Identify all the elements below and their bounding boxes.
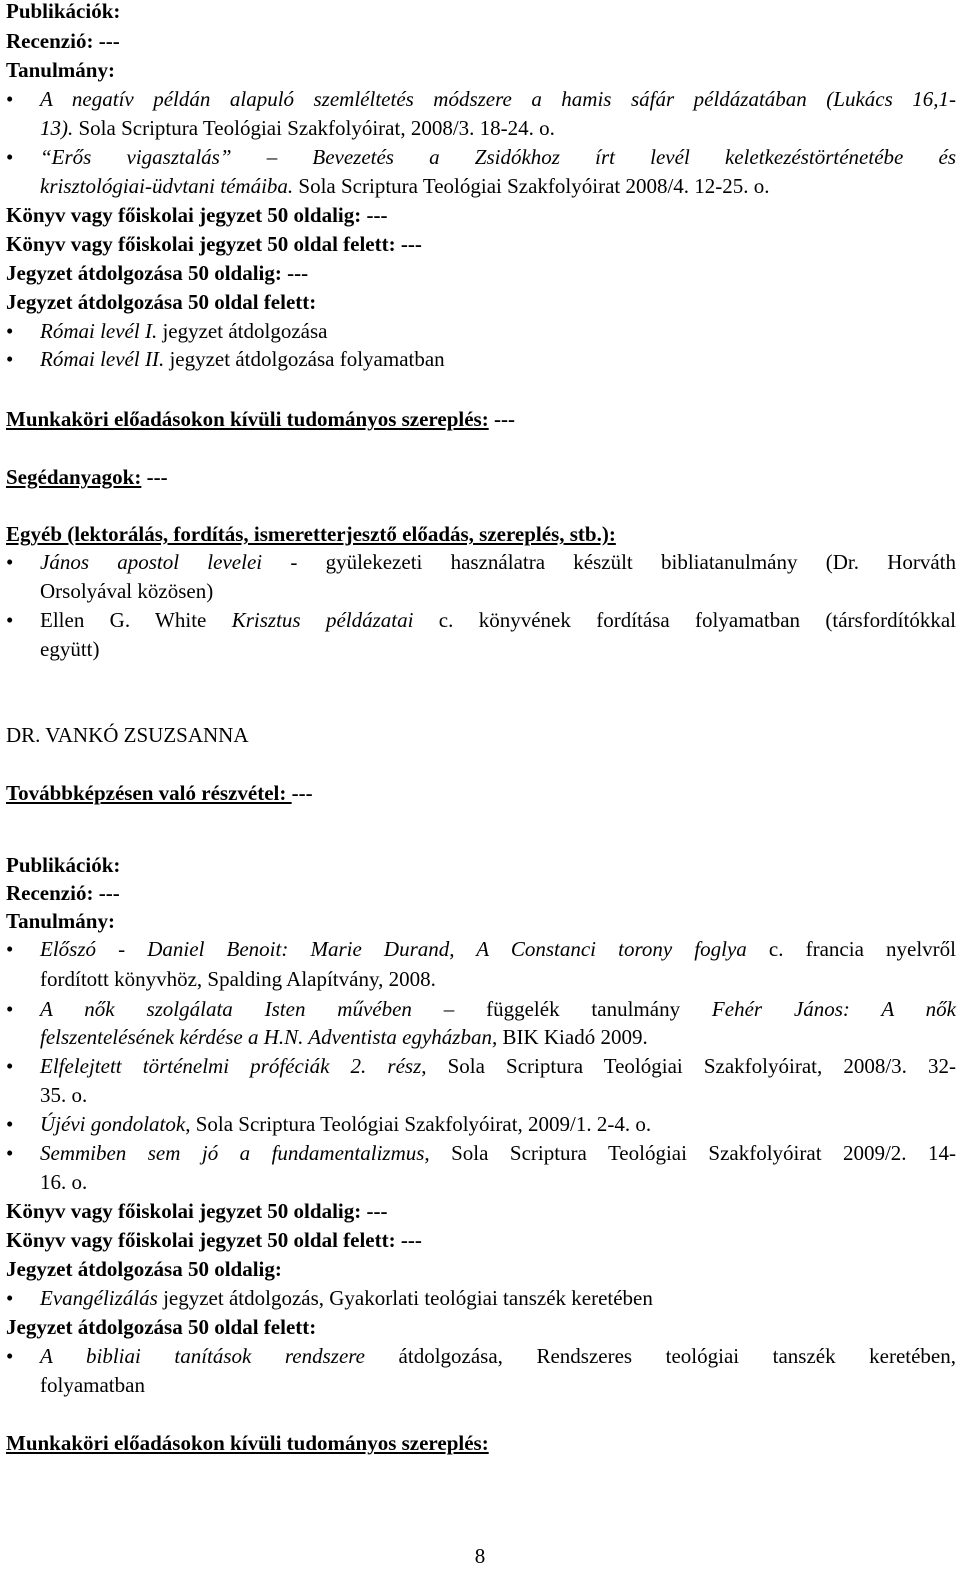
bullet-icon: • [6, 997, 14, 1021]
bullet-icon: • [6, 1344, 14, 1368]
konyv-50-felett: Könyv vagy főiskolai jegyzet 50 oldal felett: --- [6, 1228, 422, 1252]
recenzio-line: Recenzió: --- [6, 29, 120, 53]
list-item-cont: felszentelésének kérdése a H.N. Adventista egyházban, BIK Kiadó 2009. [40, 1025, 648, 1049]
bullet-icon: • [6, 1286, 14, 1310]
bullet-icon: • [6, 1112, 14, 1136]
bullet-icon: • [6, 145, 14, 169]
bullet-icon: • [6, 319, 14, 343]
tanulmany-heading: Tanulmány: [6, 909, 115, 933]
bullet-icon: • [6, 1141, 14, 1165]
list-item-cont: krisztológiai-üdvtani témáiba. Sola Scriptura Teológiai Szakfolyóirat 2008/4. 12-25. o. [40, 174, 770, 198]
jegyzet-50-alatt: Jegyzet átdolgozása 50 oldalig: [6, 1257, 282, 1281]
konyv-50-felett: Könyv vagy főiskolai jegyzet 50 oldal felett: --- [6, 232, 422, 256]
bullet-icon: • [6, 550, 14, 574]
list-item-cont: Orsolyával közösen) [40, 579, 214, 603]
bullet-icon: • [6, 347, 14, 371]
konyv-50-alatt: Könyv vagy főiskolai jegyzet 50 oldalig: --- [6, 203, 388, 227]
jegyzet-50-alatt: Jegyzet átdolgozása 50 oldalig: --- [6, 261, 309, 285]
bullet-icon: • [6, 87, 14, 111]
page-number: 8 [474, 1544, 486, 1568]
list-item-cont: 35. o. [40, 1083, 88, 1107]
bullet-icon: • [6, 937, 14, 961]
jegyzet-50-felett: Jegyzet átdolgozása 50 oldal felett: [6, 290, 317, 314]
konyv-50-alatt: Könyv vagy főiskolai jegyzet 50 oldalig: --- [6, 1199, 388, 1223]
publikaciok-heading: Publikációk: [6, 0, 121, 23]
bullet-icon: • [6, 1054, 14, 1078]
person-name: DR. VANKÓ ZSUZSANNA [6, 723, 249, 747]
segedanyagok-line: Segédanyagok: --- [6, 465, 168, 489]
tanulmany-heading: Tanulmány: [6, 58, 115, 82]
list-item-cont: együtt) [40, 637, 100, 661]
tovabbkepzes-line: Továbbképzésen való részvétel: --- [6, 781, 313, 805]
list-item-cont: folyamatban [40, 1373, 145, 1397]
publikaciok-heading: Publikációk: [6, 853, 121, 877]
munkakori-line: Munkaköri előadásokon kívüli tudományos szereplés: --- [6, 407, 515, 431]
list-item-cont: fordított könyvhöz, Spalding Alapítvány, 2008. [40, 967, 436, 991]
recenzio-line: Recenzió: --- [6, 881, 120, 905]
jegyzet-50-felett: Jegyzet átdolgozása 50 oldal felett: [6, 1315, 317, 1339]
bullet-icon: • [6, 608, 14, 632]
egyeb-heading: Egyéb (lektorálás, fordítás, ismeretterjesztő előadás, szereplés, stb.): [6, 522, 616, 546]
munkakori-heading: Munkaköri előadásokon kívüli tudományos szereplés: [6, 1431, 489, 1455]
list-item-cont: 16. o. [40, 1170, 88, 1194]
list-item-cont: 13). Sola Scriptura Teológiai Szakfolyóirat, 2008/3. 18-24. o. [40, 116, 555, 140]
